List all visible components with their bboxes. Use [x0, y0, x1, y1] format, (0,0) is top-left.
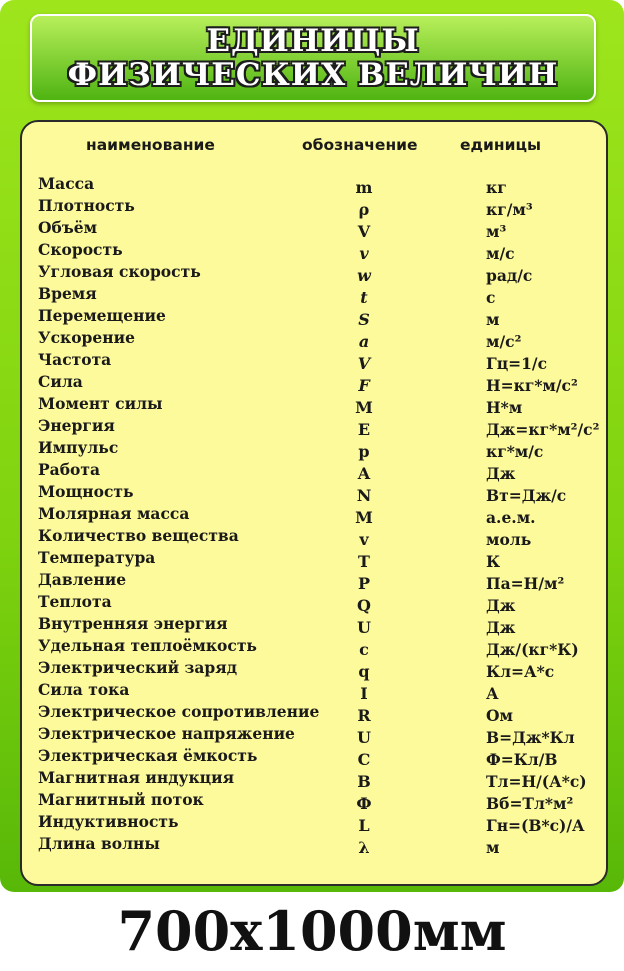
quantity-symbol: Q [357, 596, 371, 615]
quantity-unit: м/с² [486, 332, 522, 351]
quantity-unit: Н*м [486, 398, 523, 417]
quantity-symbol: ρ [358, 200, 370, 219]
quantity-name: Электрическая ёмкость [38, 746, 258, 765]
quantity-name: Энергия [38, 416, 115, 435]
table-row [22, 812, 606, 834]
quantity-name: Перемещение [38, 306, 166, 325]
quantity-symbol: v [359, 244, 369, 263]
quantity-symbol: T [358, 552, 370, 571]
quantity-symbol: C [357, 750, 371, 769]
quantity-symbol: V [357, 354, 371, 373]
table-row [22, 592, 606, 614]
quantity-unit: кг*м/с [486, 442, 544, 461]
quantity-name: Магнитный поток [38, 790, 204, 809]
quantity-name: Индуктивность [38, 812, 179, 831]
quantity-symbol: B [357, 772, 371, 791]
table-row [22, 328, 606, 350]
quantity-name: Давление [38, 570, 127, 589]
quantity-unit: м [486, 310, 500, 329]
title-banner [30, 14, 596, 102]
table-row [22, 746, 606, 768]
title-line-2: ФИЗИЧЕСКИХ ВЕЛИЧИН [67, 57, 559, 93]
table-row [22, 218, 606, 240]
quantity-symbol: N [356, 486, 372, 505]
table-row [22, 504, 606, 526]
quantity-unit: Вт=Дж/с [486, 486, 567, 505]
table-row [22, 306, 606, 328]
table-row [22, 526, 606, 548]
table-row [22, 174, 606, 196]
quantity-name: Объём [38, 218, 98, 237]
quantity-unit: Ом [486, 706, 513, 725]
table-row [22, 350, 606, 372]
quantity-symbol: U [357, 618, 371, 637]
header-unit: единицы [460, 136, 541, 154]
quantity-name: Удельная теплоёмкость [38, 636, 257, 655]
table-row [22, 768, 606, 790]
table-row [22, 262, 606, 284]
table-row [22, 834, 606, 856]
quantity-name: Электрическое напряжение [38, 724, 295, 743]
quantity-symbol: v [359, 530, 369, 549]
table-row [22, 460, 606, 482]
quantity-symbol: λ [358, 838, 370, 857]
quantity-unit: Тл=Н/(А*с) [486, 772, 587, 791]
quantity-unit: А [486, 684, 499, 703]
quantity-symbol: P [357, 574, 371, 593]
quantity-symbol: q [358, 662, 370, 681]
quantity-unit: с [486, 288, 496, 307]
quantity-name: Частота [38, 350, 112, 369]
units-table [20, 120, 608, 886]
table-row [22, 790, 606, 812]
table-row [22, 482, 606, 504]
quantity-name: Масса [38, 174, 95, 193]
size-caption: 700х1000мм [117, 899, 507, 963]
quantity-name: Температура [38, 548, 156, 567]
quantity-name: Сила тока [38, 680, 130, 699]
quantity-name: Плотность [38, 196, 135, 215]
quantity-unit: К [486, 552, 501, 571]
quantity-unit: Кл=А*с [486, 662, 555, 681]
table-row [22, 570, 606, 592]
quantity-unit: Дж [486, 596, 516, 615]
table-row [22, 680, 606, 702]
table-row [22, 394, 606, 416]
quantity-symbol: V [357, 222, 371, 241]
quantity-symbol: I [360, 684, 368, 703]
quantity-name: Магнитная индукция [38, 768, 235, 787]
quantity-symbol: m [355, 178, 373, 197]
quantity-unit: Гн=(В*с)/А [486, 816, 585, 835]
quantity-unit: Гц=1/с [486, 354, 548, 373]
header-symbol: обозначение [302, 136, 418, 154]
quantity-unit: кг [486, 178, 507, 197]
header-name: наименование [86, 136, 215, 154]
quantity-name: Сила [38, 372, 83, 391]
quantity-unit: м [486, 838, 500, 857]
quantity-unit: Дж [486, 464, 516, 483]
table-row [22, 614, 606, 636]
quantity-name: Электрическое сопротивление [38, 702, 320, 721]
quantity-unit: Дж=кг*м²/с² [486, 420, 600, 439]
quantity-name: Время [38, 284, 97, 303]
table-body [22, 174, 606, 856]
quantity-symbol: L [358, 816, 370, 835]
table-row [22, 702, 606, 724]
quantity-name: Импульс [38, 438, 119, 457]
quantity-name: Внутренняя энергия [38, 614, 228, 633]
table-row [22, 240, 606, 262]
quantity-symbol: a [358, 332, 370, 351]
title-line-1: ЕДИНИЦЫ [206, 23, 420, 59]
quantity-name: Количество вещества [38, 526, 239, 545]
table-row [22, 438, 606, 460]
quantity-unit: Вб=Тл*м² [486, 794, 574, 813]
table-row [22, 548, 606, 570]
table-row [22, 372, 606, 394]
quantity-unit: Ф=Кл/В [486, 750, 558, 769]
quantity-unit: Дж/(кг*К) [486, 640, 579, 659]
quantity-symbol: M [355, 398, 373, 417]
table-row [22, 416, 606, 438]
quantity-unit: кг/м³ [486, 200, 533, 219]
quantity-name: Электрический заряд [38, 658, 238, 677]
quantity-symbol: R [357, 706, 371, 725]
quantity-name: Скорость [38, 240, 123, 259]
quantity-unit: Дж [486, 618, 516, 637]
quantity-name: Длина волны [38, 834, 160, 853]
table-row [22, 284, 606, 306]
quantity-unit: м³ [486, 222, 507, 241]
quantity-symbol: F [358, 376, 370, 395]
quantity-symbol: p [358, 442, 370, 461]
quantity-symbol: E [357, 420, 371, 439]
quantity-name: Момент силы [38, 394, 163, 413]
table-row [22, 658, 606, 680]
quantity-symbol: S [358, 310, 370, 329]
quantity-symbol: U [357, 728, 371, 747]
quantity-unit: а.е.м. [486, 508, 536, 527]
quantity-symbol: w [357, 266, 371, 285]
quantity-unit: В=Дж*Кл [486, 728, 575, 747]
quantity-name: Теплота [38, 592, 112, 611]
quantity-name: Работа [38, 460, 101, 479]
quantity-name: Угловая скорость [38, 262, 201, 281]
quantity-symbol: M [355, 508, 373, 527]
quantity-unit: Н=кг*м/с² [486, 376, 578, 395]
quantity-symbol: c [359, 640, 369, 659]
quantity-symbol: t [360, 288, 368, 307]
table-row [22, 196, 606, 218]
quantity-symbol: A [357, 464, 371, 483]
quantity-unit: м/с [486, 244, 515, 263]
table-row [22, 636, 606, 658]
table-row [22, 724, 606, 746]
quantity-name: Ускорение [38, 328, 135, 347]
quantity-unit: моль [486, 530, 532, 549]
quantity-unit: Па=Н/м² [486, 574, 565, 593]
quantity-symbol: Ф [356, 794, 372, 813]
quantity-unit: рад/с [486, 266, 533, 285]
quantity-name: Мощность [38, 482, 134, 501]
quantity-name: Молярная масса [38, 504, 190, 523]
